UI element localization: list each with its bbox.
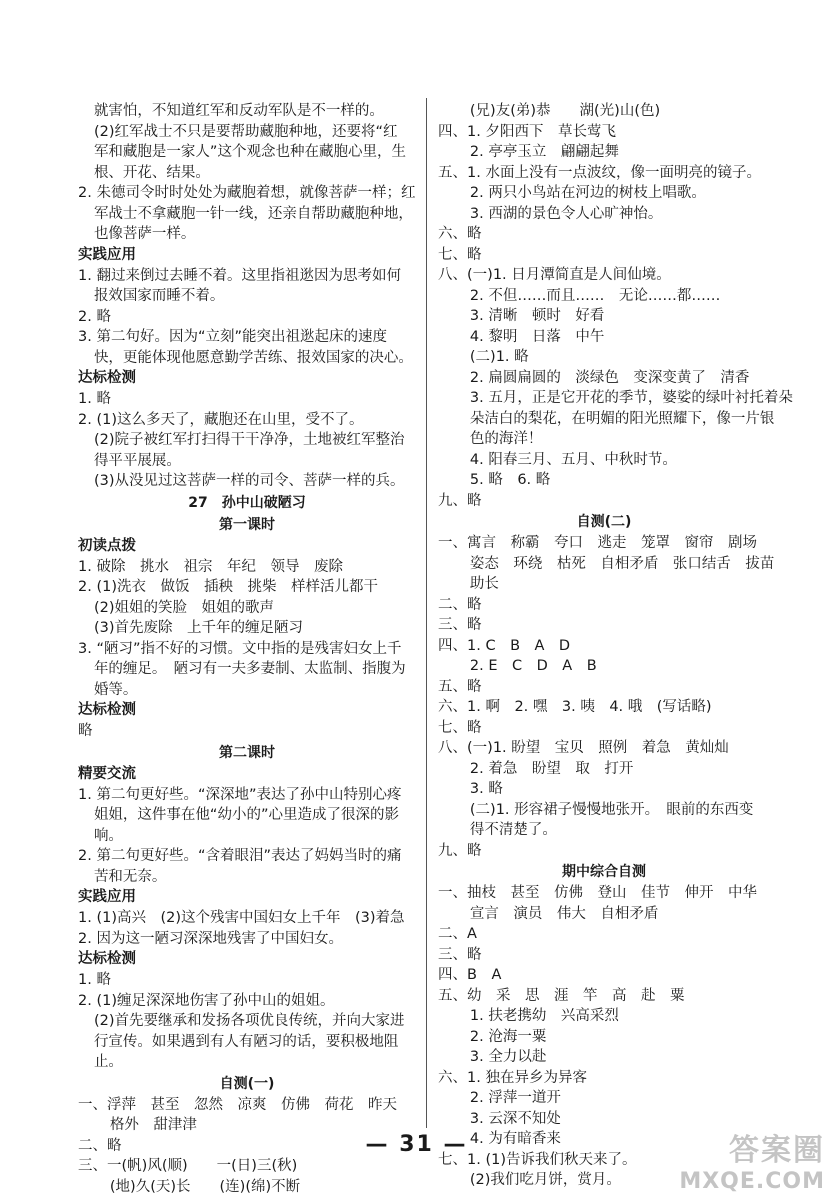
answer-line: 二、略 <box>78 1137 122 1154</box>
answer-line: 快，更能体现他愿意勤学苦练、报效国家的决心。 <box>93 349 413 366</box>
answer-line: 2. 两只小鸟站在河边的树枝上唱歌。 <box>469 185 706 201</box>
answer-line: 九、略 <box>438 842 482 859</box>
answer-line: 三、一(帆)风(顺) 一(日)三(秋) <box>78 1158 298 1174</box>
answer-line: 军和藏胞是一家人”这个观念也种在藏胞心里，生 <box>93 144 406 160</box>
answer-line: 根、开花、结果。 <box>93 164 210 181</box>
answer-line: 5. 略 6. 略 <box>469 472 551 488</box>
section-title: 自测(一) <box>219 1075 275 1092</box>
answer-line: 1. 翻过来倒过去睡不着。这里指祖逖因为思考如何 <box>78 267 401 284</box>
answer-line: 4. 黎明 日落 中午 <box>469 328 605 345</box>
answer-line: (3)从没见过这菩萨一样的司令、菩萨一样的兵。 <box>93 473 405 489</box>
answer-line: 朵洁白的梨花，在明媚的阳光照耀下，像一片银 <box>469 410 775 427</box>
answer-line: 3. 西湖的景色令人心旷神怡。 <box>469 205 663 222</box>
answer-line: 助长 <box>469 576 499 592</box>
section-heading: 实践应用 <box>78 246 136 263</box>
answer-line: 六、略 <box>438 226 482 242</box>
answer-line: 2. (1)缠足深深地伤害了孙中山的姐姐。 <box>78 992 335 1009</box>
answer-line: 2. 浮萍一道开 <box>469 1090 561 1106</box>
column-divider <box>426 98 427 1128</box>
answer-line: 二、略 <box>438 596 482 613</box>
watermark-url: MXQE.COM <box>679 1169 825 1194</box>
answer-line: 姿态 环绕 枯死 自相矛盾 张口结舌 拔苗 <box>469 555 775 572</box>
answer-line: 1. (1)高兴 (2)这个残害中国妇女上千年 (3)着急 <box>78 910 405 926</box>
answer-line: (2)我们吃月饼，赏月。 <box>469 1172 621 1188</box>
answer-line: 三、略 <box>438 946 482 963</box>
answer-line: 色的海洋！ <box>469 431 543 447</box>
answer-line: 九、略 <box>438 492 482 509</box>
section-title: 第一课时 <box>219 516 275 533</box>
answer-line: 六、1. 独在异乡为异客 <box>438 1069 587 1086</box>
answer-line: 1. 略 <box>78 972 111 988</box>
answer-line: 一、寓言 称霸 夸口 逃走 笼罩 窗帘 剧场 <box>438 535 757 551</box>
answer-line: 五、幼 采 思 涯 竿 高 赴 粟 <box>438 987 685 1004</box>
section-title: 27 孙中山破陋习 <box>188 494 306 511</box>
answer-line: 2. 亭亭玉立 翩翩起舞 <box>469 144 619 160</box>
answer-line: 格外 甜津津 <box>109 1117 197 1133</box>
answer-line: 3. 云深不知处 <box>469 1110 561 1127</box>
answer-line: 五、1. 水面上没有一点波纹，像一面明亮的镜子。 <box>438 164 761 181</box>
section-title: 自测(二) <box>576 514 632 530</box>
section-heading: 精要交流 <box>78 765 136 782</box>
answer-line: 2. 略 <box>78 308 111 325</box>
answer-line: 姐姐，这件事在他“幼小的”心里造成了很深的影 <box>93 807 399 823</box>
section-heading: 达标检测 <box>78 370 136 386</box>
answer-line: 2. 扁圆扁圆的 淡绿色 变深变黄了 清香 <box>469 369 750 386</box>
answer-line: 七、1. (1)告诉我们秋天来了。 <box>438 1151 637 1168</box>
answer-line: (二)1. 略 <box>469 349 529 365</box>
answer-line: 七、略 <box>438 246 482 263</box>
answer-line: (2)红军战士不只是要帮助藏胞种地，还要将“红 <box>93 123 398 140</box>
section-heading: 达标检测 <box>78 951 136 967</box>
answer-line: 也像菩萨一样。 <box>93 226 196 242</box>
answer-line: 行宣传。如果遇到有人有陋习的话，要积极地阻 <box>93 1033 399 1050</box>
section-heading: 达标检测 <box>78 702 136 718</box>
answer-line: (2)姐姐的笑脸 姐姐的歌声 <box>93 599 274 616</box>
answer-line: 2. 朱德司令时时处处为藏胞着想，就像菩萨一样；红 <box>78 185 416 201</box>
answer-line: 军战士不拿藏胞一针一线，还亲自帮助藏胞种地， <box>93 205 413 222</box>
answer-line: 七、略 <box>438 719 482 736</box>
answer-line: 1. 略 <box>78 391 111 407</box>
answer-line: (3)首先废除 上千年的缠足陋习 <box>93 620 303 636</box>
answer-line: 3. 全力以赴 <box>469 1049 547 1065</box>
answer-line: 1. 扶老携幼 兴高采烈 <box>469 1008 619 1024</box>
answer-line: 二、A <box>438 926 477 942</box>
answer-line: 三、略 <box>438 617 482 633</box>
answer-line: 响。 <box>93 827 123 844</box>
answer-line: 4. 为有暗香来 <box>469 1131 561 1147</box>
answer-line: 2. 第二句更好些。“含着眼泪”表达了妈妈当时的痛 <box>78 848 402 864</box>
watermark-title: 答案圈 <box>729 1133 825 1168</box>
answer-line: 4. 阳春三月、五月、中秋时节。 <box>469 451 677 468</box>
answer-line: (兄)友(弟)恭 湖(光)山(色) <box>469 103 661 119</box>
section-title: 第二课时 <box>219 744 275 761</box>
watermark-logo <box>679 1125 825 1194</box>
answer-line: 3. 五月，正是它开花的季节，婆娑的绿叶衬托着朵 <box>469 390 793 406</box>
answer-line: 略 <box>78 723 93 739</box>
answer-line: 八、(一)1. 日月潭简直是人间仙境。 <box>438 267 671 283</box>
answer-line: 3. 清晰 顿时 好看 <box>469 308 605 324</box>
answer-line: 六、1. 啊 2. 嘿 3. 咦 4. 哦 (写话略) <box>438 699 712 715</box>
section-heading: 实践应用 <box>78 889 136 905</box>
answer-line: 宣言 演员 伟大 自相矛盾 <box>469 905 659 922</box>
answer-line: (二)1. 形容裙子慢慢地张开。 眼前的东西变 <box>469 801 754 818</box>
answer-line: 五、略 <box>438 678 482 695</box>
answer-line: 2. E C D A B <box>469 658 597 674</box>
answer-line: 止。 <box>93 1054 123 1070</box>
answer-line: 苦和无奈。 <box>93 868 167 885</box>
answer-line: 3. 第二句好。因为“立刻”能突出祖逖起床的速度 <box>78 329 387 345</box>
section-title: 期中综合自测 <box>562 864 646 880</box>
answer-line: 3. 略 <box>469 781 503 797</box>
answer-line: (2)院子被红军打扫得干干净净，土地被红军整治 <box>93 432 405 448</box>
answer-line: 就害怕，不知道红军和反动军队是不一样的。 <box>93 103 384 119</box>
answer-line: 3. “陋习”指不好的习惯。文中指的是残害妇女上千 <box>78 640 402 657</box>
answer-line: 年的缠足。 陋习有一夫多妻制、太监制、指腹为 <box>93 661 406 677</box>
answer-line: 2. (1)洗衣 做饭 插秧 挑柴 样样活儿都干 <box>78 579 378 595</box>
answer-line: 报效国家而睡不着。 <box>93 288 225 304</box>
left-column <box>78 101 416 1197</box>
answer-line: 四、B A <box>438 967 502 983</box>
answer-line: 一、抽枝 甚至 仿佛 登山 佳节 伸开 中华 <box>438 885 757 901</box>
answer-line: 婚等。 <box>93 681 138 698</box>
answer-line: 2. 不但……而且…… 无论……都…… <box>469 287 721 304</box>
answer-line: 2. (1)这么多天了，藏胞还在山里，受不了。 <box>78 411 364 428</box>
answer-line: 四、1. C B A D <box>438 637 571 654</box>
answer-line: 2. 因为这一陋习深深地残害了中国妇女。 <box>78 930 343 947</box>
answer-line: 1. 破除 挑水 祖宗 年纪 领导 废除 <box>78 558 343 575</box>
answer-line: 一、浮萍 甚至 忽然 凉爽 仿佛 荷花 昨天 <box>78 1096 397 1113</box>
answer-line: 四、1. 夕阳西下 草长莺飞 <box>438 123 616 140</box>
answer-line: 得平平展展。 <box>93 452 181 469</box>
answer-line: (地)久(天)长 (连)(绵)不断 <box>109 1178 301 1195</box>
page-number: — 31 — <box>365 1132 468 1157</box>
section-heading: 初读点拨 <box>78 537 136 554</box>
answer-line: 2. 着急 盼望 取 打开 <box>469 760 634 777</box>
answer-line: 八、(一)1. 盼望 宝贝 照例 着急 黄灿灿 <box>438 740 729 756</box>
answer-line: 得不清楚了。 <box>469 822 557 838</box>
answer-line: 1. 第二句更好些。“深深地”表达了孙中山特别心疼 <box>78 786 402 803</box>
answer-line: 2. 沧海一粟 <box>469 1028 547 1045</box>
answer-line: (2)首先要继承和发扬各项优良传统，并向大家进 <box>93 1013 405 1029</box>
